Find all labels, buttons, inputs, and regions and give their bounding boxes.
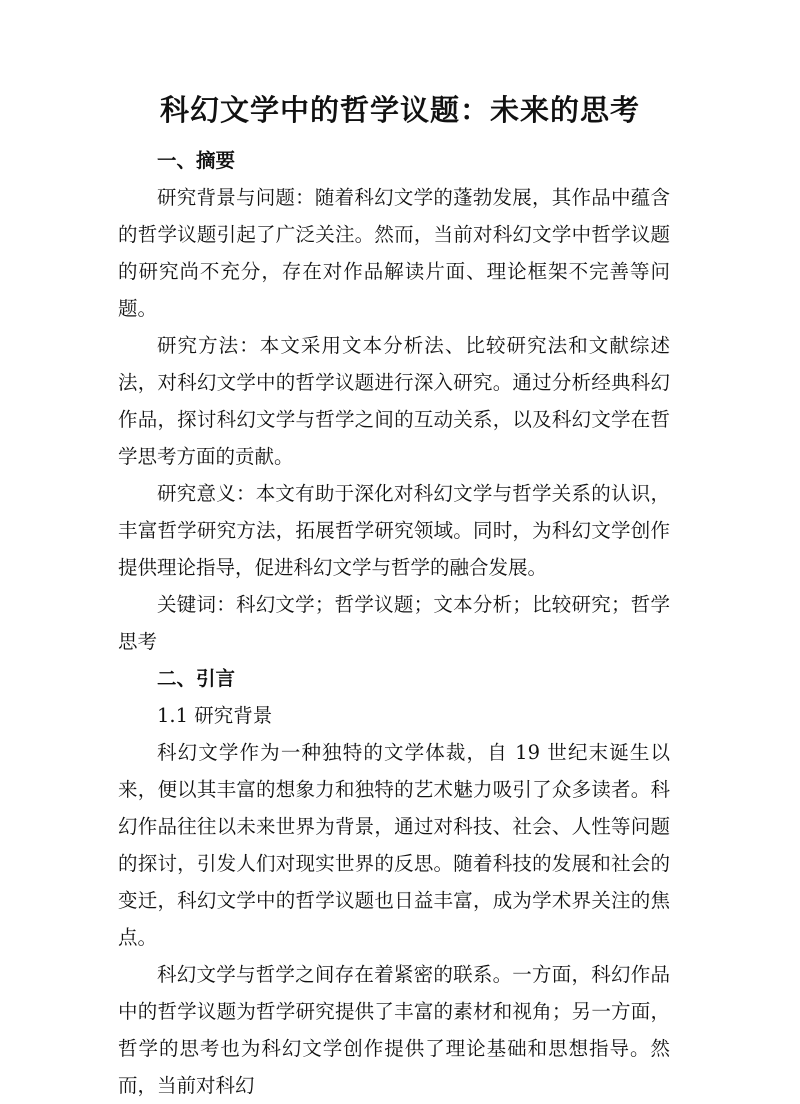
abstract-heading: 一、摘要 (157, 149, 236, 172)
introduction-paragraph-2: 科幻文学与哲学之间存在着紧密的联系。一方面，科幻作品中的哲学议题为哲学研究提供了丰富的素材和视角；另一方面，哲学的思考也为科幻文学创作提供了理论基础和思想指导。然而，当前对科幻 (118, 963, 670, 1097)
introduction-paragraph-1: 科幻文学作为一种独特的文学体裁，自 19 世纪末诞生以来，便以其丰富的想象力和独特的艺术魅力吸引了众多读者。科幻作品往往以未来世界为背景，通过对科技、社会、人性等问题的探讨，引发人们对现实世界的反思。随着科技的发展和社会的变迁，科幻文学中的哲学议题也日益丰富，成为学术界关注的焦点。 (118, 741, 670, 949)
abstract-paragraph-significance: 研究意义：本文有助于深化对科幻文学与哲学关系的认识，丰富哲学研究方法，拓展哲学研究领域。同时，为科幻文学创作提供理论指导，促进科幻文学与哲学的融合发展。 (118, 482, 670, 579)
document-title: 科幻文学中的哲学议题：未来的思考 (159, 93, 640, 127)
subsection-heading-research-background: 1.1 研究背景 (157, 704, 273, 727)
abstract-paragraph-background: 研究背景与问题：随着科幻文学的蓬勃发展，其作品中蕴含的哲学议题引起了广泛关注。然而，当前对科幻文学中哲学议题的研究尚不充分，存在对作品解读片面、理论框架不完善等问题。 (118, 186, 670, 320)
document-body (118, 142, 670, 1104)
introduction-heading: 二、引言 (157, 667, 236, 690)
abstract-paragraph-methods: 研究方法：本文采用文本分析法、比较研究法和文献综述法，对科幻文学中的哲学议题进行深入研究。通过分析经典科幻作品，探讨科幻文学与哲学之间的互动关系，以及科幻文学在哲学思考方面的贡献。 (118, 334, 670, 468)
keywords-line: 关键词：科幻文学；哲学议题；文本分析；比较研究；哲学思考 (118, 593, 670, 653)
